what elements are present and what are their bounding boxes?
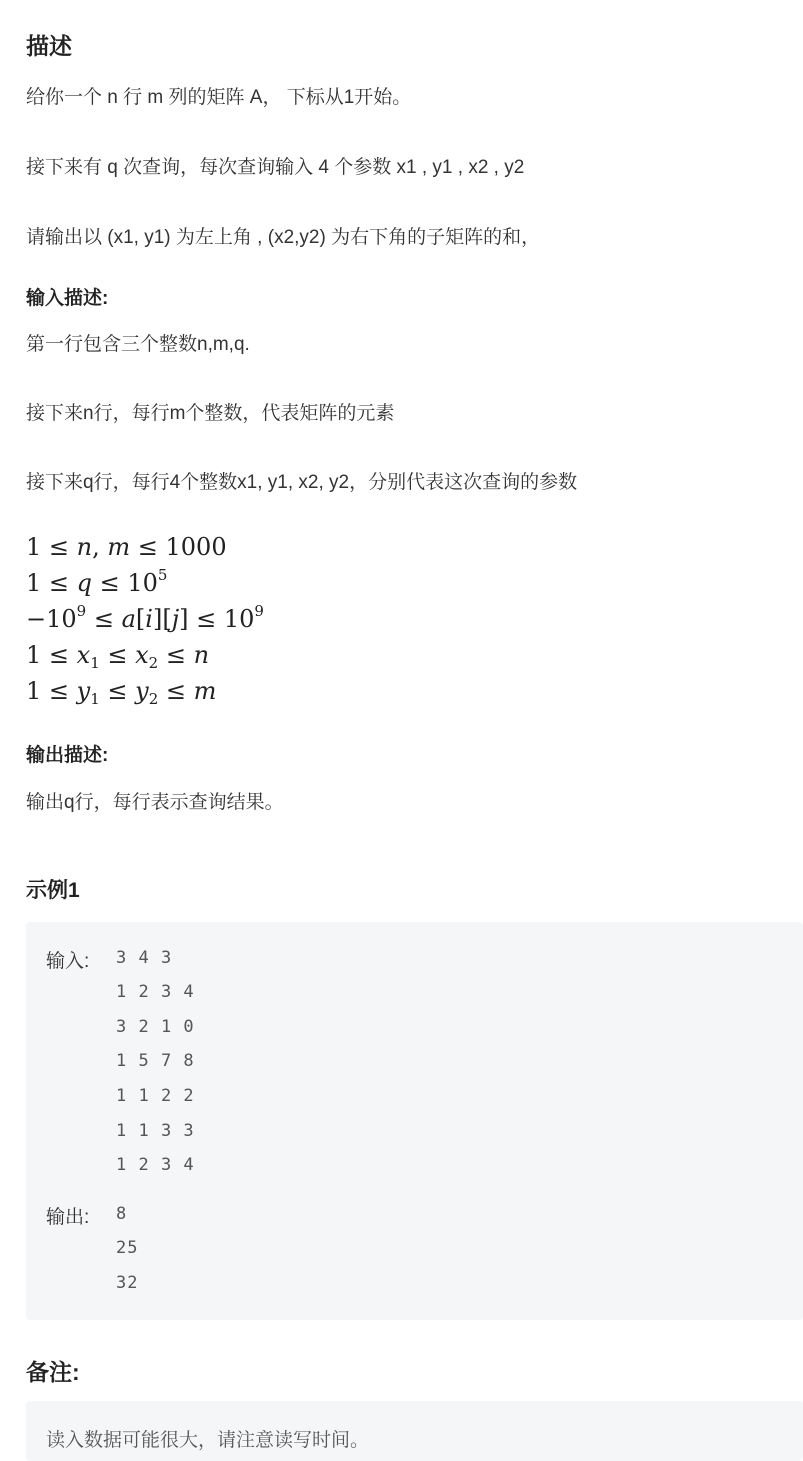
description-line-2: 接下来有 q 次查询，每次查询输入 4 个参数 x1 , y1 , x2 , y2 xyxy=(26,157,525,178)
constraint-a: $-10^9 \le a[i][j] \le 10^9$ xyxy=(26,602,264,633)
note-text: 读入数据可能很大，请注意读写时间。 xyxy=(46,1430,370,1451)
description-line-3: 请输出以 (x1, y1) 为左上角 , (x2,y2) 为右下角的子矩阵的和， xyxy=(26,227,541,248)
constraint-q: $1 \le q \le 10^5$ xyxy=(26,566,168,597)
input-description-heading: 输入描述: xyxy=(26,288,109,309)
input-description-line-3: 接下来q行，每行4个整数x1, y1, x2, y2，分别代表这次查询的参数 xyxy=(26,472,578,493)
constraint-nm: 1 ≤ n, m ≤ 1000 xyxy=(26,533,227,561)
example-input-label: 输入: xyxy=(46,951,90,972)
example-input-line: 1 1 2 2 xyxy=(116,1086,195,1106)
output-description-heading: 输出描述: xyxy=(26,745,109,766)
example-input-line: 3 4 3 xyxy=(116,948,173,968)
example-input-line: 1 5 7 8 xyxy=(116,1051,195,1071)
constraint-y: $1 \le y_1 \le y_2 \le m$ xyxy=(26,677,217,708)
example-output-line: 8 xyxy=(116,1204,128,1224)
example-input-line: 1 2 3 4 xyxy=(116,982,195,1002)
example-box xyxy=(26,922,803,1320)
output-description-line-1: 输出q行，每行表示查询结果。 xyxy=(26,792,284,813)
example-input-line: 1 2 3 4 xyxy=(116,1155,195,1175)
note-heading: 备注: xyxy=(26,1359,80,1385)
description-line-1: 给你一个 n 行 m 列的矩阵 A， 下标从1开始。 xyxy=(26,87,412,108)
example-input-line: 3 2 1 0 xyxy=(116,1017,195,1037)
constraint-x: $1 \le x_1 \le x_2 \le n$ xyxy=(26,641,210,672)
example-heading: 示例1 xyxy=(26,879,80,902)
example-input-line: 1 1 3 3 xyxy=(116,1121,195,1141)
input-description-line-2: 接下来n行，每行m个整数，代表矩阵的元素 xyxy=(26,403,395,424)
note-box xyxy=(26,1401,803,1461)
description-heading: 描述 xyxy=(26,33,72,59)
example-output-line: 32 xyxy=(116,1273,139,1293)
input-description-line-1: 第一行包含三个整数n,m,q. xyxy=(26,334,250,355)
example-output-label: 输出: xyxy=(46,1207,90,1228)
example-output-line: 25 xyxy=(116,1238,139,1258)
